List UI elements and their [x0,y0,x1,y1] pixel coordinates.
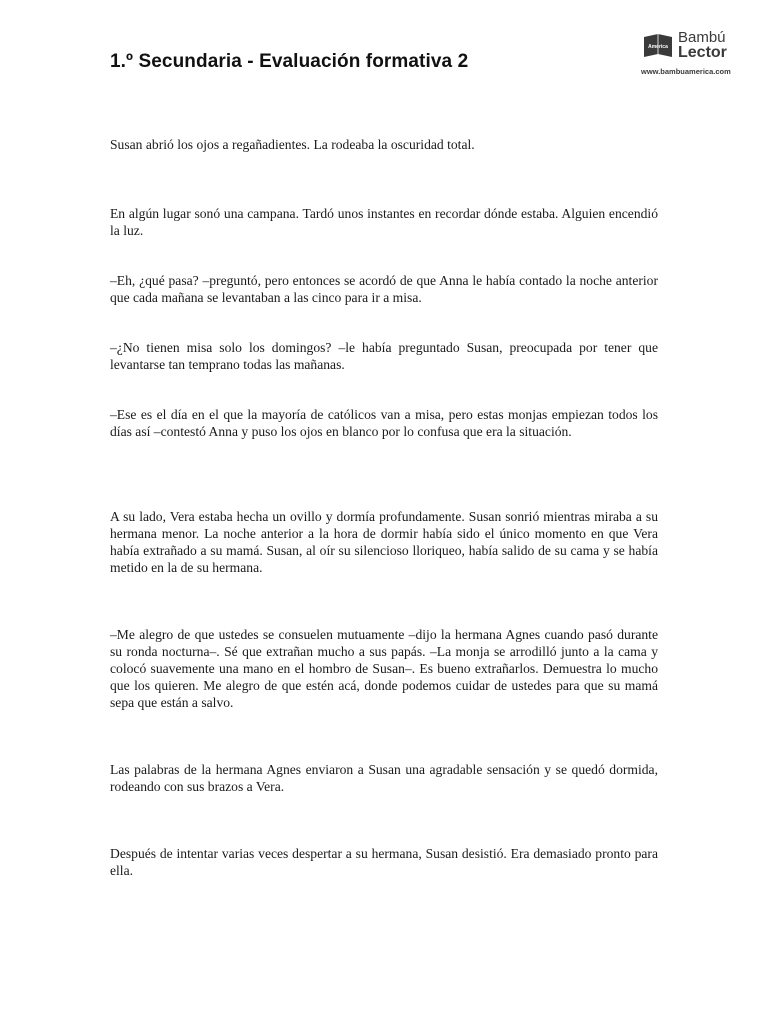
paragraph-1: Susan abrió los ojos a regañadientes. La rodeaba la oscuridad total. [110,137,475,152]
logo-wordmark [678,30,727,60]
logo-line-1: Bambú [678,29,726,46]
paragraph-2: En algún lugar sonó una campana. Tardó unos instantes en recordar dónde estaba. Alguien encendió la luz. [110,206,658,238]
logo-url: www.bambuamerica.com [641,67,731,76]
paragraph-3: –Eh, ¿qué pasa? –preguntó, pero entonces se acordó de que Anna le había contado la noche anterior que cada mañana se levantaban a las cinco para ir a misa. [110,273,658,305]
logo-mark-label: América [648,44,668,50]
paragraph-5: –Ese es el día en el que la mayoría de católicos van a misa, pero estas monjas empiezan todos los días así –contestó Anna y puso los ojos en blanco por lo confusa que era la situación. [110,407,658,439]
paragraph-8: Las palabras de la hermana Agnes enviaron a Susan una agradable sensación y se quedó dormida, rodeando con sus brazos a Vera. [110,762,658,794]
paragraph-6: A su lado, Vera estaba hecha un ovillo y dormía profundamente. Susan sonrió mientras miraba a su hermana menor. La noche anterior a la hora de dormir había sido el único momento en que Vera había extrañado a su mamá. Susan, al oír su silencioso lloriqueo, había salido de su cama y se había metido en la de su hermana. [110,509,658,575]
page-title: 1.º Secundaria - Evaluación formativa 2 [110,51,469,72]
paragraph-7: –Me alegro de que ustedes se consuelen mutuamente –dijo la hermana Agnes cuando pasó durante su ronda nocturna–. Sé que extrañan mucho a sus papás. –La monja se arrodilló junto a la cama y colocó suavemente una mano en el hombro de Susan–. Es bueno extrañarlos. Demuestra lo mucho que los quieren. Me alegro de que estén acá, donde podemos cuidar de ustedes para que su mamá sepa que están a salvo. [110,627,658,710]
bambu-lector-logo [641,30,741,78]
paragraph-4: –¿No tienen misa solo los domingos? –le había preguntado Susan, preocupada por tener que levantarse tan temprano todas las mañanas. [110,340,658,372]
logo-line-2: Lector [678,44,727,61]
paragraph-9: Después de intentar varias veces despertar a su hermana, Susan desistió. Era demasiado pronto para ella. [110,846,658,878]
book-logo-icon [643,33,673,60]
